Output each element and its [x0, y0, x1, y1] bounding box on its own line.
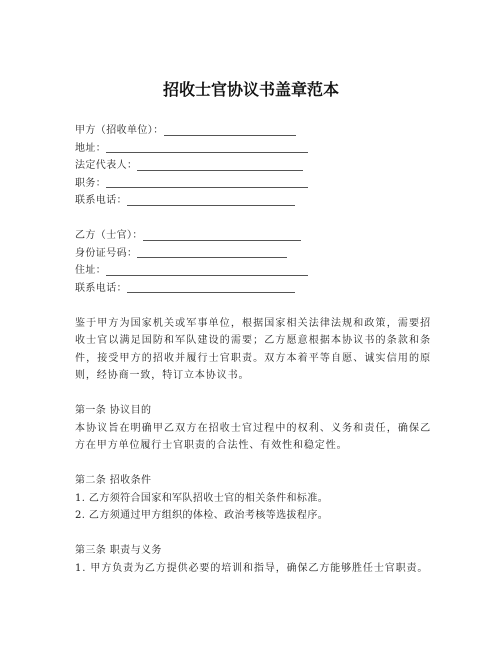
party-b-name-row: [75, 227, 431, 245]
party-a-legal-rep-field[interactable]: [137, 159, 303, 171]
article-2-heading: 第二条 招收条件: [75, 475, 152, 486]
party-b-address-field[interactable]: [106, 264, 308, 276]
party-b-name-label: 乙方（士官）：: [75, 230, 143, 241]
party-b-name-field[interactable]: [143, 229, 301, 241]
spacer: [75, 385, 431, 403]
party-a-address-field[interactable]: [106, 141, 308, 153]
spacer: [75, 210, 431, 228]
party-b-id-label: 身份证号码：: [75, 247, 138, 259]
party-a-address-label: 地址：: [75, 142, 107, 154]
spacer: [75, 525, 431, 543]
party-a-position-row: [75, 175, 431, 193]
party-a-name-label: 甲方（招收单位）：: [75, 125, 164, 136]
article-2-item: 2. 乙方须通过甲方组织的体检、政治考核等选拔程序。: [75, 510, 329, 521]
party-b-address-label: 住址：: [75, 265, 107, 276]
article-1-heading: 第一条 协议目的: [75, 405, 152, 416]
article-2-item: 1. 乙方须符合国家和军队招收士官的相关条件和标准。: [75, 492, 329, 504]
party-a-phone-field[interactable]: [127, 194, 295, 206]
document-title: 招收士官协议书盖章范本: [162, 80, 339, 99]
party-a-phone-row: [75, 192, 431, 210]
party-a-phone-label: 联系电话：: [75, 195, 127, 206]
party-a-address-row: [75, 140, 431, 158]
party-b-id-field[interactable]: [137, 246, 287, 258]
party-a-position-label: 职务：: [75, 177, 107, 189]
preamble-paragraph: 鉴于甲方为国家机关或军事单位，根据国家相关法律法规和政策，需要招收士官以满足国防和军队建设的需要；乙方愿意根据本协议书的条款和条件，接受甲方的招收并履行士官职责。双方本着平等自愿、诚实信用的原则，经协商一致，特订立本协议书。: [75, 317, 431, 381]
document-body: [75, 122, 431, 577]
party-a-legal-rep-row: [75, 157, 431, 175]
party-b-phone-field[interactable]: [127, 281, 295, 293]
party-a-position-field[interactable]: [106, 176, 308, 188]
spacer: [75, 455, 431, 473]
article-1-body: 本协议旨在明确甲乙双方在招收士官过程中的权利、义务和责任，确保乙方在甲方单位履行士官职责的合法性、有效性和稳定性。: [75, 422, 431, 451]
article-3-heading: 第三条 职责与义务: [75, 545, 162, 556]
party-b-address-row: [75, 262, 431, 280]
party-b-phone-label: 联系电话：: [75, 282, 127, 294]
article-3-item: 1. 甲方负责为乙方提供必要的培训和指导，确保乙方能够胜任士官职责。: [75, 562, 429, 574]
party-b-phone-row: [75, 280, 431, 298]
spacer: [75, 297, 431, 315]
party-a-legal-rep-label: 法定代表人：: [75, 160, 138, 171]
party-a-name-field[interactable]: [164, 124, 296, 136]
party-b-id-row: [75, 245, 431, 263]
party-a-name-row: [75, 122, 431, 140]
